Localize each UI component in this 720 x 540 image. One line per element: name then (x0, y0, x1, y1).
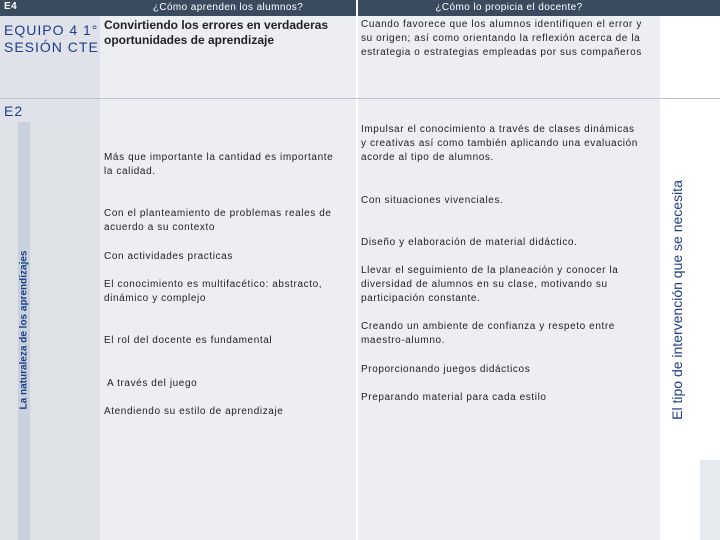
student-item: A través del juego (107, 378, 198, 389)
teacher-item: Cuando favorece que los alumnos identifiquen el error y su origen; así como orientando la reflexión acerca de la estrategia o estrategias empleadas por sus compañeros (361, 19, 642, 58)
header-cell-e4 (0, 0, 100, 16)
student-item: El rol del docente es fundamental (104, 335, 273, 346)
row-divider (0, 98, 720, 99)
errors-opportunities-title: Convirtiendo los errores en verdaderas oportunidades de aprendizaje (104, 18, 329, 47)
student-item: Con el planteamiento de problemas reales de acuerdo a su contexto (104, 208, 332, 233)
right-corner-shade (700, 460, 720, 540)
intervention-type-label: El tipo de intervención que se necesita (669, 180, 685, 420)
column-divider (356, 16, 358, 540)
student-item: Con actividades practicas (104, 251, 233, 262)
header-how-teacher-fosters: ¿Cómo lo propicia el docente? (358, 0, 660, 16)
header-e4-label: E4 (4, 1, 18, 12)
teacher-item: Diseño y elaboración de material didáctico. (361, 237, 578, 248)
teacher-item: Con situaciones vivenciales. (361, 195, 504, 206)
teacher-item: Preparando material para cada estilo (361, 392, 547, 403)
header-how-students-learn: ¿Cómo aprenden los alumnos? (100, 0, 356, 16)
student-item: El conocimiento es multifacético: abstracto, dinámico y complejo (104, 279, 323, 304)
team-session-label: EQUIPO 4 1° SESIÓN CTE (4, 22, 99, 55)
nature-of-learning-label: La naturaleza de los aprendizajes (18, 250, 30, 410)
teacher-item: Proporcionando juegos didácticos (361, 364, 531, 375)
header-right-cell (660, 0, 720, 16)
teacher-item: Llevar el seguimiento de la planeación y conocer la diversidad de alumnos en su clase, motivando su participación constante. (361, 265, 619, 304)
column-divider-right (660, 16, 662, 540)
student-item: Atendiendo su estilo de aprendizaje (104, 406, 284, 417)
student-item: Más que importante la cantidad es importante la calidad. (104, 152, 334, 177)
e2-label: E2 (4, 103, 24, 119)
teacher-item: Creando un ambiente de confianza y respeto entre maestro-alumno. (361, 321, 615, 346)
left-bottom-panel (0, 122, 100, 540)
teacher-item: Impulsar el conocimiento a través de clases dinámicas y creativas así como también aplicando una evaluación acorde al tipo de alumnos. (361, 124, 638, 163)
